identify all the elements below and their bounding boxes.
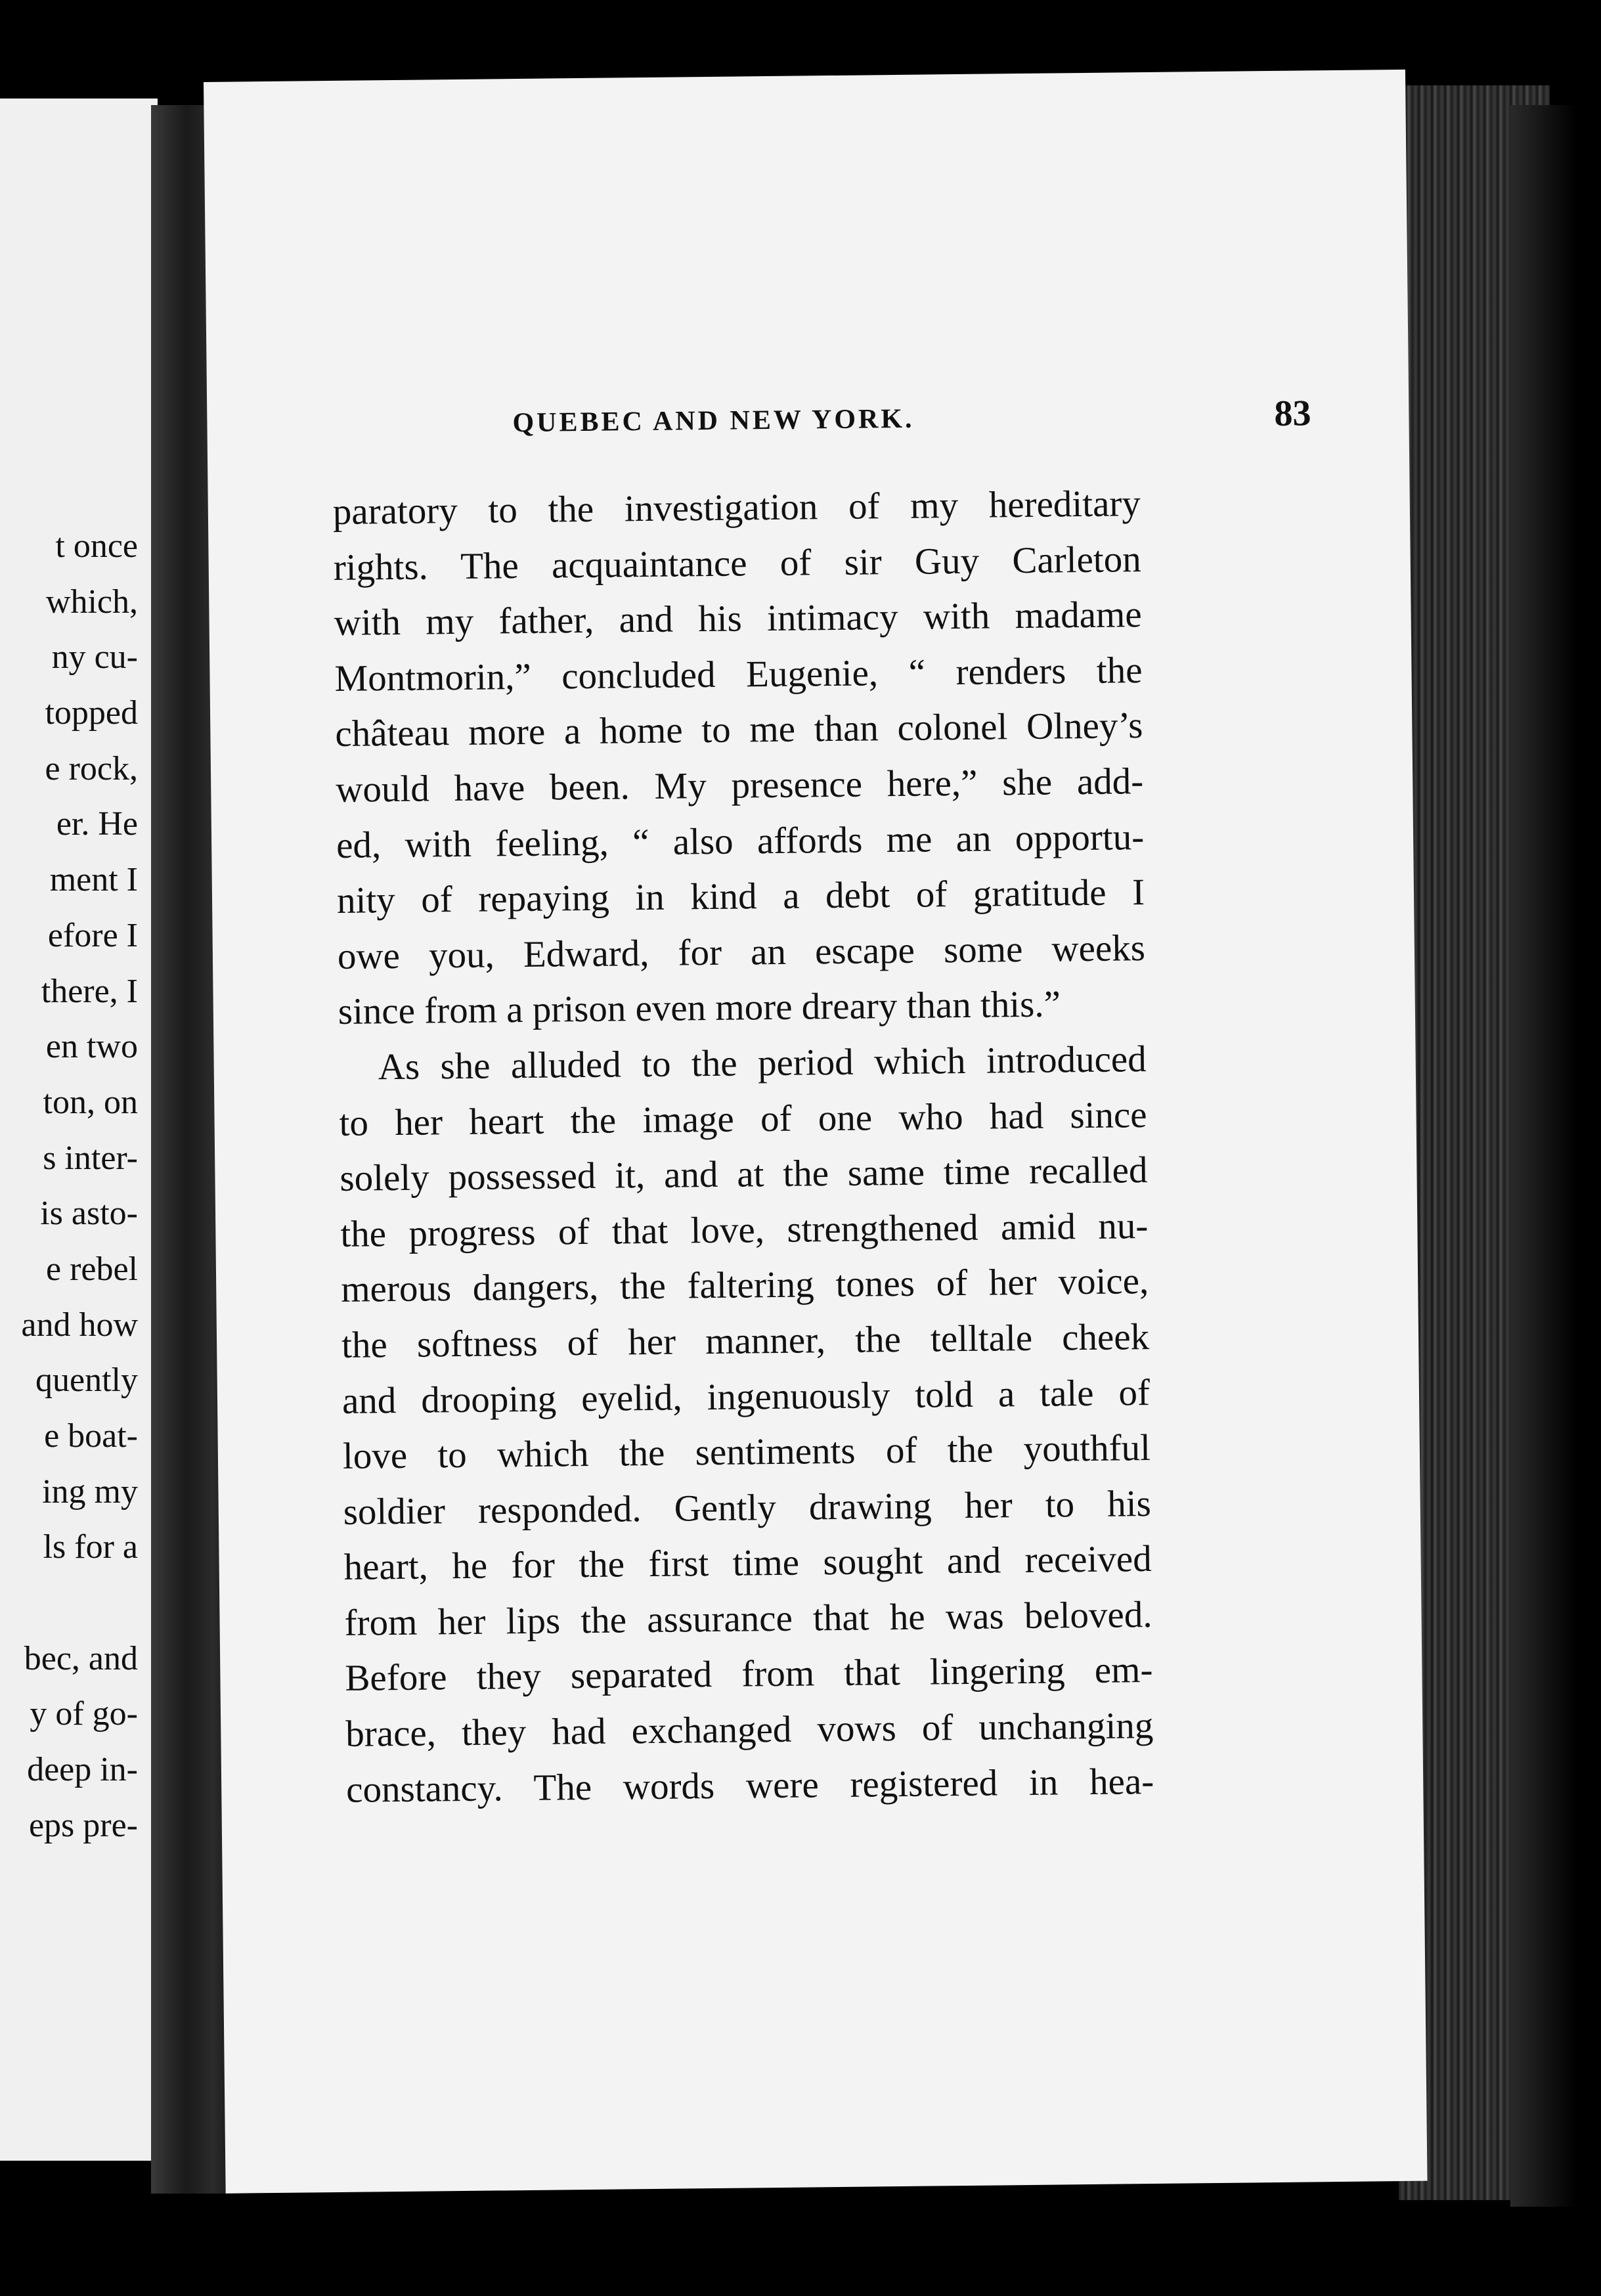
left-line: e boat- [44, 1417, 138, 1455]
text-line: owe you, Edward, for an escape some weeks [337, 927, 1146, 977]
left-line: ls for a [43, 1528, 138, 1566]
text-line: As she alluded to the period which introduced [378, 1038, 1147, 1088]
page-edges-shadow [1510, 105, 1576, 2207]
text-line: solely possessed it, and at the same time recalled [340, 1149, 1148, 1200]
left-line: ing my [42, 1472, 138, 1511]
text-line: love to which the sentiments of the youthful [342, 1427, 1151, 1477]
left-line: bec, and [24, 1639, 138, 1677]
left-line: eps pre- [28, 1806, 138, 1844]
left-page-text [0, 519, 138, 1854]
text-line: ed, with feeling, “ also affords me an opportu- [336, 816, 1145, 866]
text-line: since from a prison even more dreary than this.” [338, 983, 1061, 1033]
left-line: efore I [47, 916, 138, 954]
left-line: s inter- [43, 1139, 138, 1177]
left-line: e rock, [45, 749, 138, 787]
left-line: e rebel [45, 1250, 138, 1288]
text-line: brace, they had exchanged vows of unchanging [345, 1705, 1154, 1755]
text-line: the progress of that love, strengthened amid nu- [340, 1204, 1149, 1255]
left-line [0, 1576, 138, 1631]
left-line: ment I [49, 861, 138, 899]
text-line: the softness of her manner, the telltale cheek [341, 1315, 1150, 1366]
left-line: topped [45, 694, 138, 732]
text-line: Montmorin,” concluded Eugenie, “ renders the [334, 649, 1143, 699]
left-line: ton, on [43, 1083, 138, 1121]
text-line: Before they separated from that lingering em- [345, 1649, 1153, 1700]
left-line: and how [21, 1306, 138, 1344]
left-line: which, [45, 583, 138, 621]
left-line: ny cu- [51, 638, 138, 676]
left-line: y of go- [30, 1695, 138, 1733]
left-line: quently [35, 1361, 138, 1400]
left-line: er. He [56, 805, 138, 843]
text-line: heart, he for the first time sought and received [343, 1538, 1152, 1589]
text-line: nity of repaying in kind a debt of gratitude I [336, 872, 1145, 922]
page-right [204, 70, 1428, 2194]
text-line: rights. The acquaintance of sir Guy Carleton [333, 538, 1142, 588]
text-line: soldier responded. Gently drawing her to his [343, 1482, 1152, 1533]
running-title: QUEBEC AND NEW YORK. [512, 403, 915, 439]
text-line: from her lips the assurance that he was beloved. [344, 1593, 1152, 1644]
text-line: to her heart the image of one who had since [339, 1093, 1147, 1144]
text-line: constancy. The words were registered in hea- [345, 1760, 1154, 1811]
facing-page-left [0, 99, 158, 2161]
running-header [512, 391, 1367, 453]
left-line: is asto- [40, 1195, 138, 1233]
left-line: there, I [41, 972, 138, 1010]
left-line: deep in- [27, 1751, 138, 1789]
left-line: en two [45, 1028, 138, 1066]
text-line: merous dangers, the faltering tones of her voice, [340, 1260, 1149, 1311]
text-line: would have been. My presence here,” she add- [335, 761, 1144, 810]
body-text [332, 476, 1154, 1818]
text-line: paratory to the investigation of my hereditary [332, 483, 1141, 533]
text-line: with my father, and his intimacy with madame [334, 594, 1142, 644]
page-number: 83 [1274, 393, 1311, 434]
text-line: château more a home to me than colonel Olney’s [335, 705, 1143, 755]
left-line: t once [55, 527, 138, 565]
text-line: and drooping eyelid, ingenuously told a tale of [341, 1371, 1151, 1422]
